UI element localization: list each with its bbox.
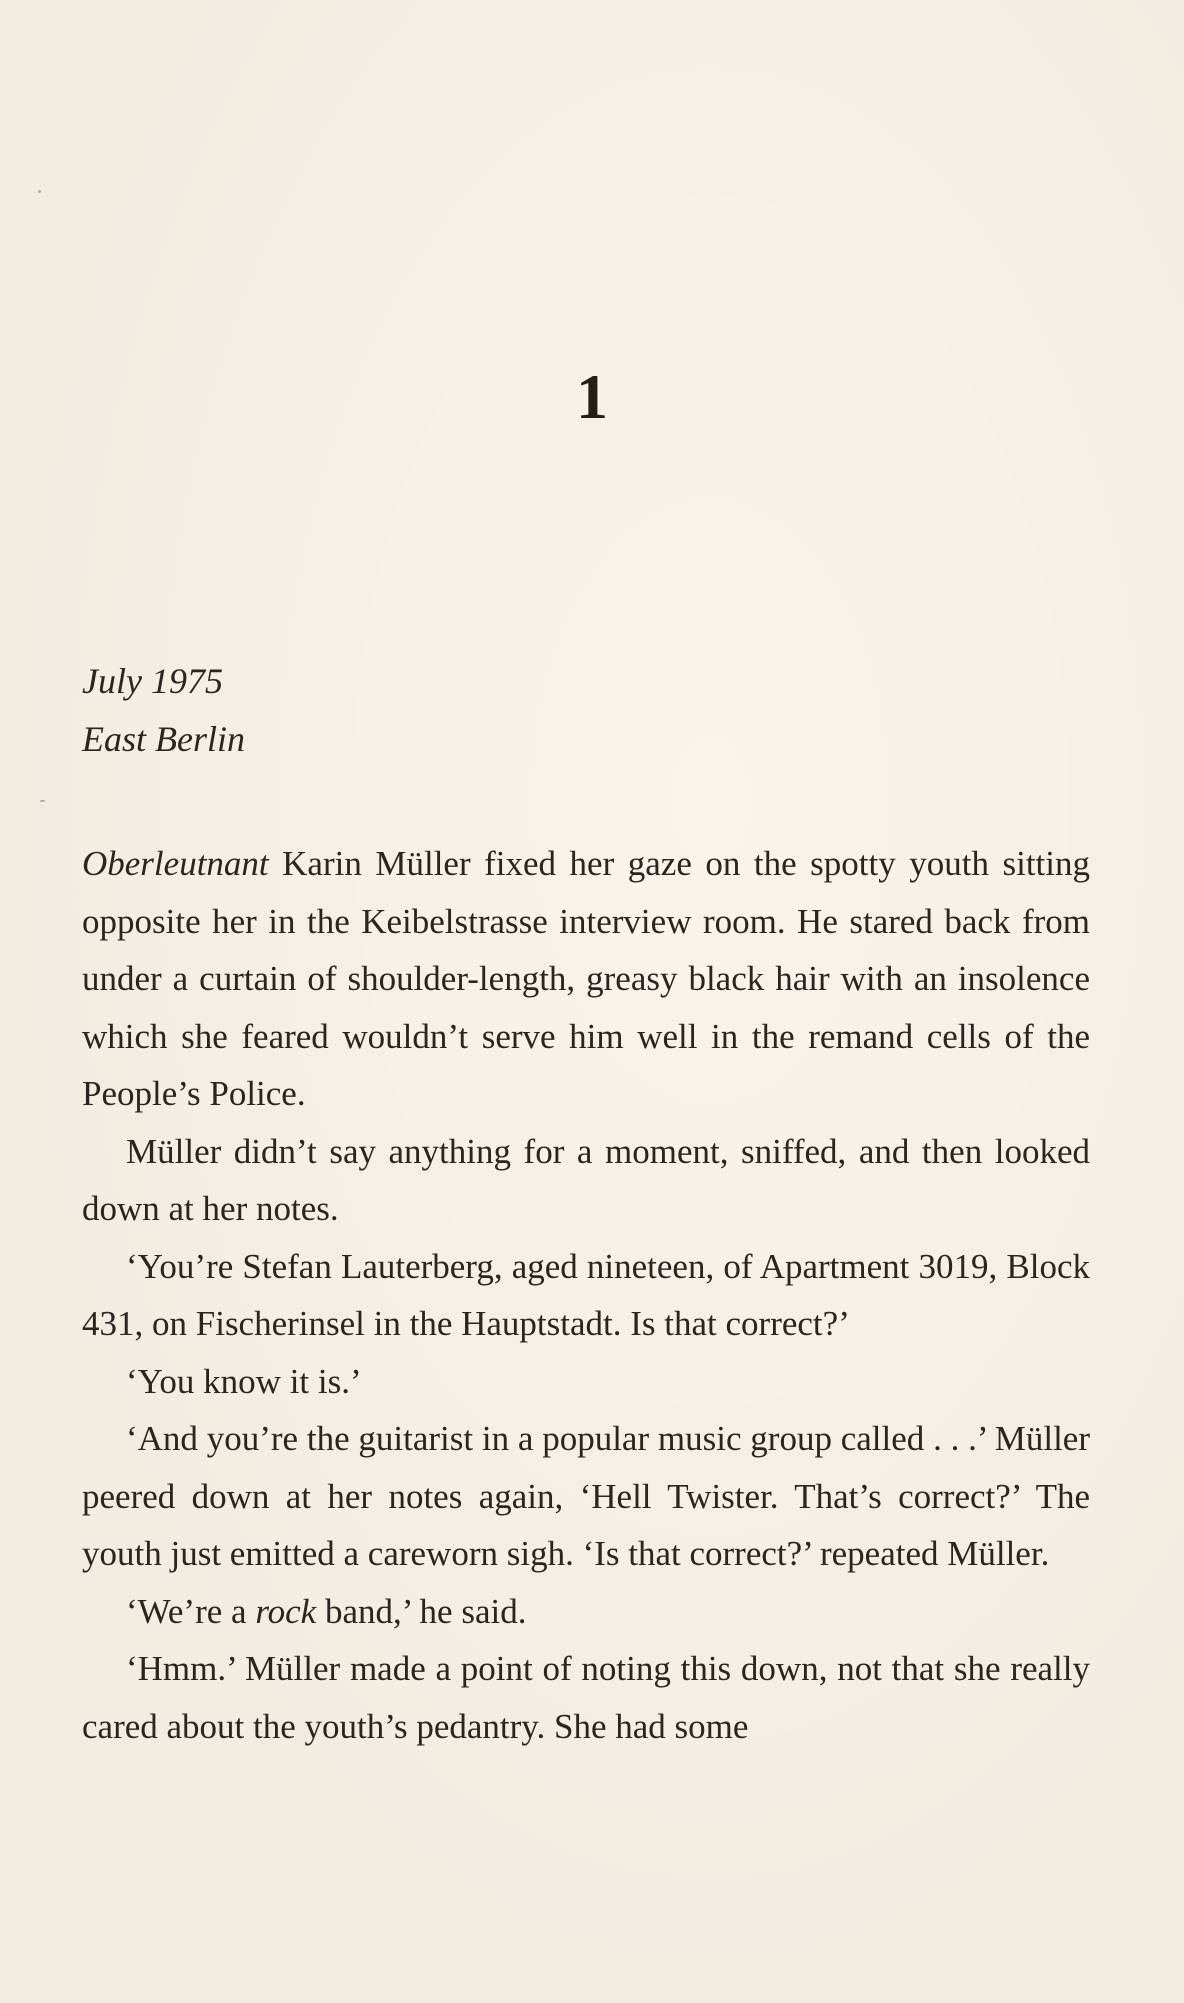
italic-rank: Oberleutnant [82, 844, 269, 883]
paragraph: ‘You’re Stefan Lauterberg, aged nineteen, of Apartment 3019, Block 431, on Fischerinsel in the Hauptstadt. Is that correct?’ [82, 1246, 1090, 1343]
paragraph [82, 1583, 1090, 1641]
dateline-date: July 1975 [82, 661, 223, 701]
italic-word: rock [255, 1591, 317, 1631]
chapter-body-text [82, 835, 1090, 1755]
paragraph-text: ‘We’re a [126, 1591, 256, 1631]
paragraph: ‘And you’re the guitarist in a popular music group called . . .’ Müller peered down at her notes again, ‘Hell Twister. That’s correct?’ The youth just emitted a careworn sigh. ‘Is that correct?’ repeated Müller. [82, 1419, 1090, 1573]
paragraph: ‘You know it is.’ [126, 1361, 362, 1401]
paragraph-text: Karin Müller fixed her gaze on the spotty youth sitting opposite her in the Keibelstrasse interview room. He stared back from under a curtain of shoulder-length, greasy black hair with an insolence which she feared wouldn’t serve him well in the remand cells of the People’s Police. [82, 844, 1090, 1113]
paper-speck [38, 190, 41, 193]
paragraph: ‘Hmm.’ Müller made a point of noting this down, not that she really cared about the youth’s pedantry. She had some [82, 1649, 1090, 1746]
dateline [82, 652, 245, 768]
paragraph: Müller didn’t say anything for a moment, sniffed, and then looked down at her notes. [82, 1131, 1090, 1228]
chapter-number: 1 [576, 361, 608, 432]
paragraph-text: band,’ he said. [316, 1591, 527, 1631]
dateline-place: East Berlin [82, 719, 245, 759]
paper-speck [40, 800, 45, 802]
paragraph [82, 835, 1090, 1123]
